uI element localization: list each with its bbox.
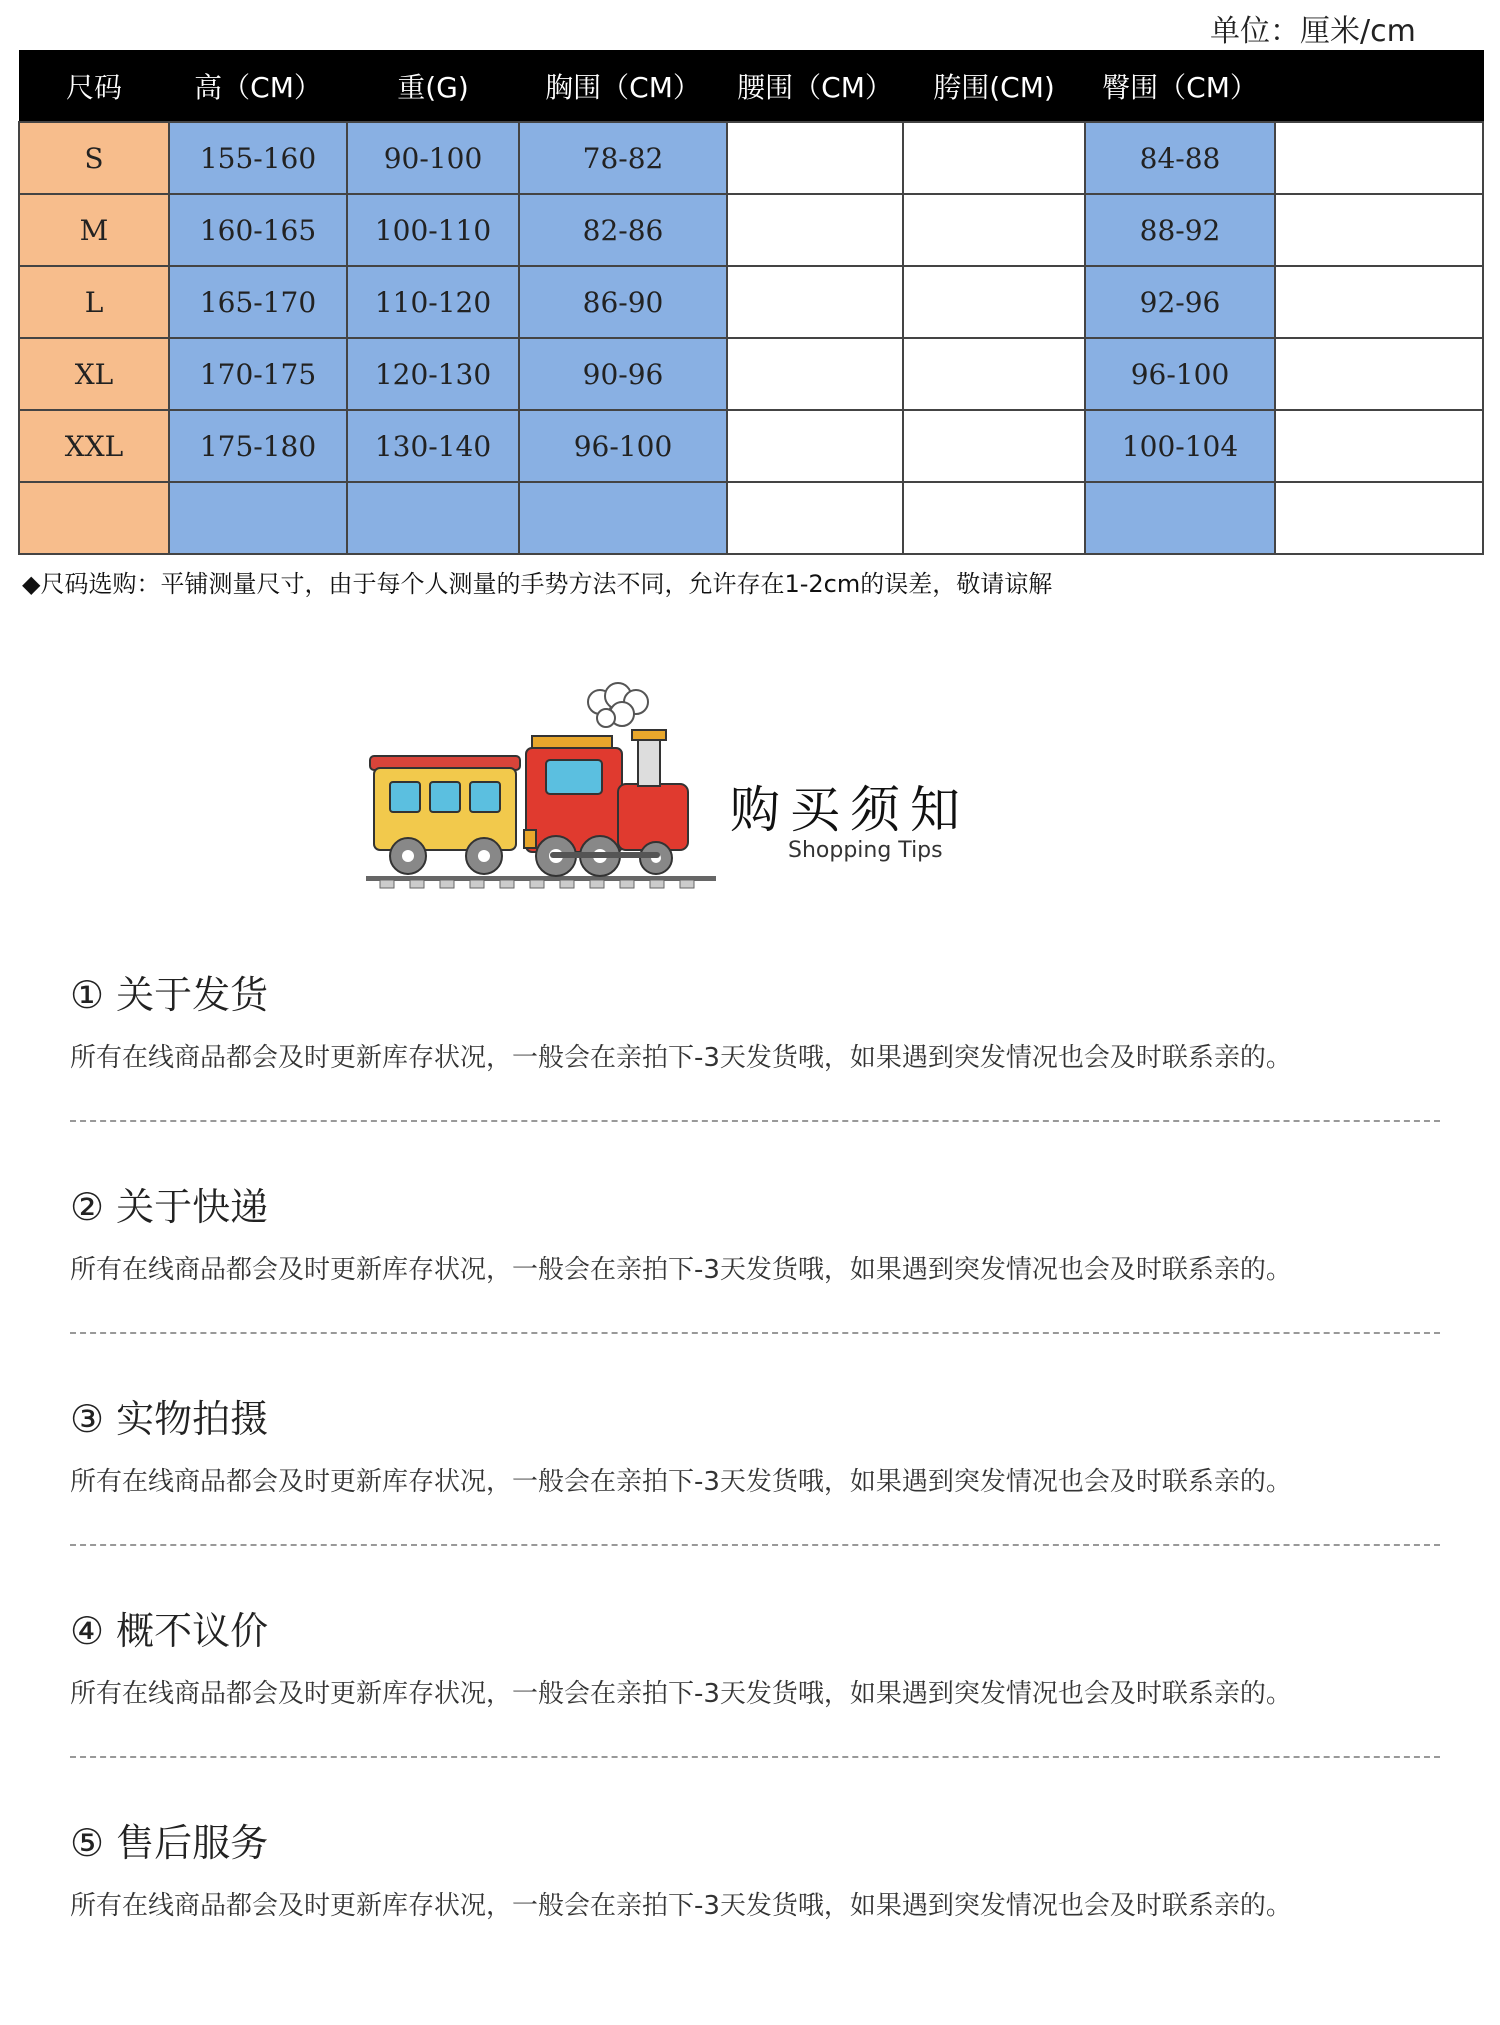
extra-cell <box>1275 194 1483 266</box>
table-row <box>19 482 1483 554</box>
weight-cell: 120-130 <box>347 338 519 410</box>
hip-span-cell <box>903 122 1085 194</box>
hip-cell <box>1085 482 1275 554</box>
chest-cell: 82-86 <box>519 194 727 266</box>
extra-cell <box>1275 410 1483 482</box>
hip-cell: 92-96 <box>1085 266 1275 338</box>
size-selection-note: ◆尺码选购：平铺测量尺寸，由于每个人测量的手势方法不同，允许存在1-2cm的误差，敬请谅解 <box>22 570 1053 598</box>
header-weight: 重(G) <box>347 51 519 123</box>
tip-divider <box>70 1756 1440 1758</box>
table-header-row <box>19 51 1483 123</box>
header-hip: 臀围（CM） <box>1085 51 1275 123</box>
tip-heading: ⑤ 售后服务 <box>70 1821 269 1865</box>
chest-cell <box>519 482 727 554</box>
table-row <box>19 122 1483 194</box>
size-cell: M <box>19 194 169 266</box>
shopping-tips-banner <box>360 680 1060 900</box>
table-row <box>19 266 1483 338</box>
hip-cell: 96-100 <box>1085 338 1275 410</box>
height-cell: 160-165 <box>169 194 347 266</box>
tip-body: 所有在线商品都会及时更新库存状况，一般会在亲拍下-3天发货哦，如果遇到突发情况也会及时联系亲的。 <box>70 1467 1292 1497</box>
header-empty <box>1275 51 1483 123</box>
table-row <box>19 194 1483 266</box>
weight-cell: 130-140 <box>347 410 519 482</box>
hip-span-cell <box>903 482 1085 554</box>
tip-heading: ③ 实物拍摄 <box>70 1397 269 1441</box>
height-cell <box>169 482 347 554</box>
weight-cell <box>347 482 519 554</box>
weight-cell: 90-100 <box>347 122 519 194</box>
size-cell: L <box>19 266 169 338</box>
hip-cell: 84-88 <box>1085 122 1275 194</box>
chest-cell: 90-96 <box>519 338 727 410</box>
waist-cell <box>727 266 903 338</box>
hip-cell: 88-92 <box>1085 194 1275 266</box>
hip-span-cell <box>903 194 1085 266</box>
extra-cell <box>1275 122 1483 194</box>
hip-cell: 100-104 <box>1085 410 1275 482</box>
chest-cell: 96-100 <box>519 410 727 482</box>
table-row <box>19 338 1483 410</box>
waist-cell <box>727 122 903 194</box>
header-height: 高（CM） <box>169 51 347 123</box>
waist-cell <box>727 410 903 482</box>
height-cell: 165-170 <box>169 266 347 338</box>
train-icon <box>360 680 720 900</box>
banner-subtitle: Shopping Tips <box>788 838 943 863</box>
extra-cell <box>1275 266 1483 338</box>
hip-span-cell <box>903 338 1085 410</box>
tip-heading: ④ 概不议价 <box>70 1609 269 1653</box>
waist-cell <box>727 338 903 410</box>
header-waist: 腰围（CM） <box>727 51 903 123</box>
tip-heading: ① 关于发货 <box>70 973 269 1017</box>
banner-title: 购买须知 <box>730 781 970 839</box>
tip-item <box>70 1389 1450 1601</box>
waist-cell <box>727 194 903 266</box>
tip-item <box>70 1601 1450 1813</box>
tip-divider <box>70 1544 1440 1546</box>
size-cell: S <box>19 122 169 194</box>
tip-body: 所有在线商品都会及时更新库存状况，一般会在亲拍下-3天发货哦，如果遇到突发情况也会及时联系亲的。 <box>70 1255 1292 1285</box>
tip-item <box>70 1177 1450 1389</box>
tip-body: 所有在线商品都会及时更新库存状况，一般会在亲拍下-3天发货哦，如果遇到突发情况也会及时联系亲的。 <box>70 1679 1292 1709</box>
unit-label: 单位：厘米/cm <box>1210 14 1416 49</box>
extra-cell <box>1275 338 1483 410</box>
weight-cell: 100-110 <box>347 194 519 266</box>
tip-divider <box>70 1120 1440 1122</box>
tip-body: 所有在线商品都会及时更新库存状况，一般会在亲拍下-3天发货哦，如果遇到突发情况也会及时联系亲的。 <box>70 1891 1292 1921</box>
chest-cell: 86-90 <box>519 266 727 338</box>
tips-list <box>70 965 1450 2025</box>
hip-span-cell <box>903 266 1085 338</box>
tip-item <box>70 965 1450 1177</box>
tip-divider <box>70 1332 1440 1334</box>
header-size: 尺码 <box>19 51 169 123</box>
tip-item <box>70 1813 1450 2025</box>
size-chart-table <box>18 50 1484 555</box>
height-cell: 155-160 <box>169 122 347 194</box>
waist-cell <box>727 482 903 554</box>
size-cell: XL <box>19 338 169 410</box>
tip-body: 所有在线商品都会及时更新库存状况，一般会在亲拍下-3天发货哦，如果遇到突发情况也会及时联系亲的。 <box>70 1043 1292 1073</box>
header-chest: 胸围（CM） <box>519 51 727 123</box>
weight-cell: 110-120 <box>347 266 519 338</box>
extra-cell <box>1275 482 1483 554</box>
size-cell: XXL <box>19 410 169 482</box>
chest-cell: 78-82 <box>519 122 727 194</box>
header-hip-span: 胯围(CM) <box>903 51 1085 123</box>
height-cell: 175-180 <box>169 410 347 482</box>
height-cell: 170-175 <box>169 338 347 410</box>
table-row <box>19 410 1483 482</box>
size-cell <box>19 482 169 554</box>
hip-span-cell <box>903 410 1085 482</box>
tip-heading: ② 关于快递 <box>70 1185 269 1229</box>
